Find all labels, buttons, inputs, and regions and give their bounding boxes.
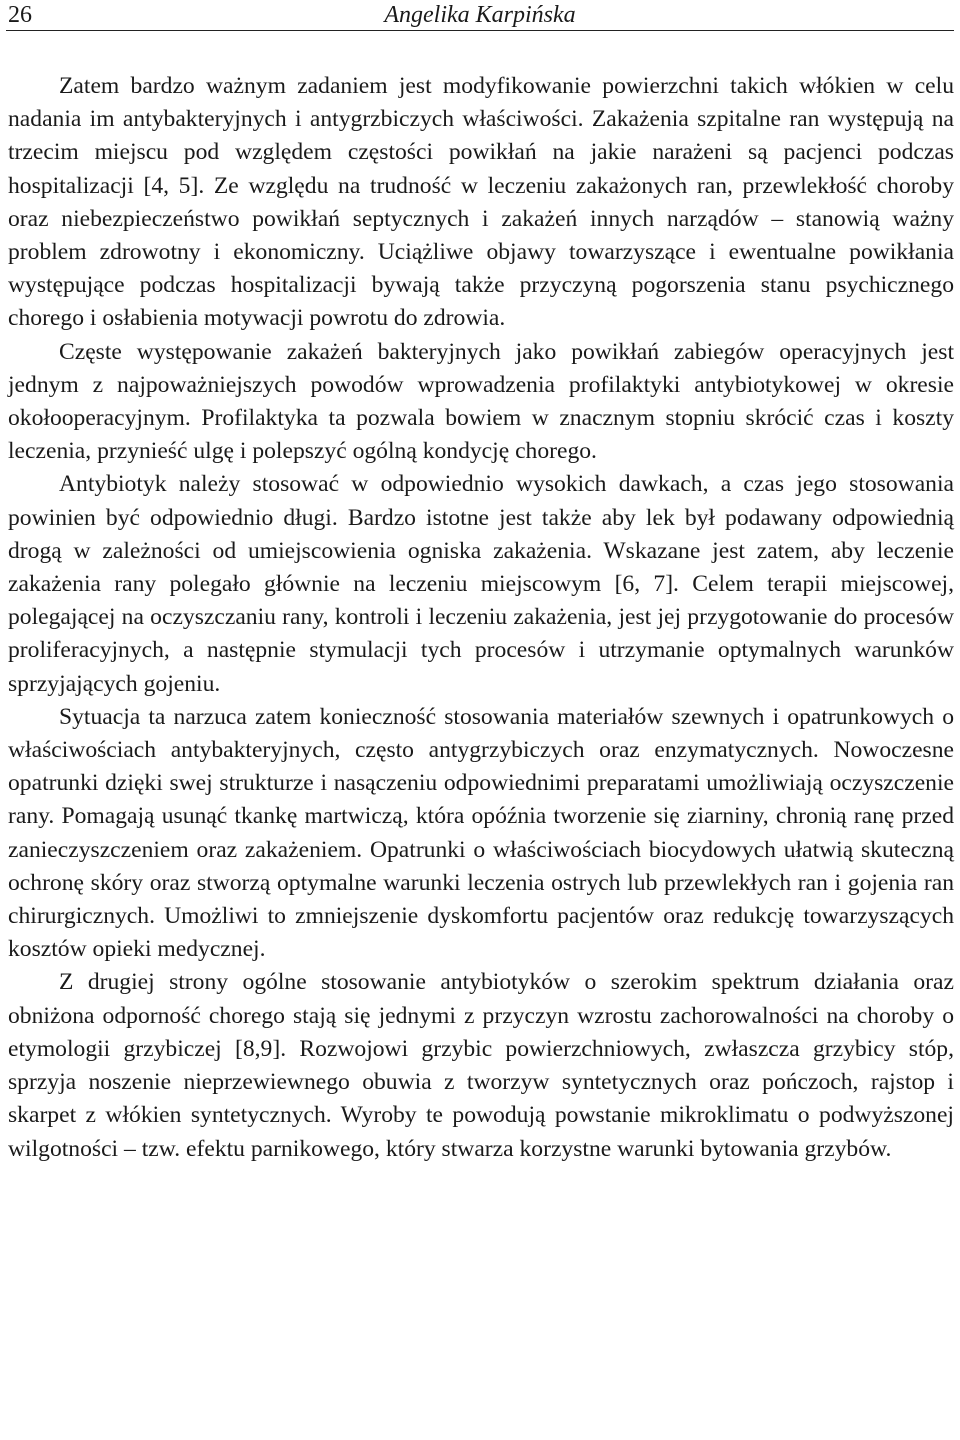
paragraph-2: Częste występowanie zakażeń bakteryjnych jako powikłań zabiegów operacyjnych jest jednym z najpoważniejszych powodów wprowadzenia profilaktyki antybiotykowej w okresie okołooperacyjnym. Profilaktyka ta pozwala bowiem w znacznym stopniu skrócić czas i koszty leczenia, przynieść ulgę i polepszyć ogólną kondycję chorego.	[8, 338, 954, 465]
body-text	[8, 70, 954, 1166]
paragraph-5: Z drugiej strony ogólne stosowanie antybiotyków o szerokim spektrum działania oraz obniżona odporność chorego stają się jednymi z przyczyn wzrostu zachorowalności na choroby o etymologii grzybiczej [8,9]. Rozwojowi grzybic powierzchniowych, zwłaszcza grzybicy stóp, sprzyja noszenie nieprzewiewnego obuwia z tworzyw syntetycznych oraz pończoch, rajstop i skarpet z włókien syntetycznych. Wyroby te powodują powstanie mikroklimatu o podwyższonej wilgotności – tzw. efektu parnikowego, który stwarza korzystne warunki bytowania grzybów.	[8, 969, 954, 1162]
paragraph-3: Antybiotyk należy stosować w odpowiednio wysokich dawkach, a czas jego stosowania powinien być odpowiednio długi. Bardzo istotne jest także aby lek był podawany odpowiednią drogą w zależności od umiejscowienia ogniska zakażenia. Wskazane jest zatem, aby leczenie zakażenia rany polegało głównie na leczeniu miejscowym [6, 7]. Celem terapii miejscowej, polegającej na oczyszczaniu rany, kontroli i leczeniu zakażenia, jest jej przygotowanie do procesów proliferacyjnych, a następnie stymulacji tych procesów i utrzymanie optymalnych warunków sprzyjających gojeniu.	[8, 471, 954, 697]
page-header	[6, 0, 954, 31]
page-number: 26	[8, 2, 32, 28]
paragraph-4: Sytuacja ta narzuca zatem konieczność stosowania materiałów szewnych i opatrunkowych o właściwościach antybakteryjnych, często antygrzybiczych oraz enzymatycznych. Nowoczesne opatrunki dzięki swej strukturze i nasączeniu odpowiednimi preparatami umożliwiają oczyszczenie rany. Pomagają usunąć tkankę martwiczą, która opóźnia tworzenie się ziarniny, chronią ranę przed zanieczyszczeniem oraz zakażeniem. Opatrunki o właściwościach biocydowych ułatwią skuteczną ochronę skóry oraz stworzą optymalne warunki leczenia ostrych lub przewlekłych ran i gojenia ran chirurgicznych. Umożliwi to zmniejszenie dyskomfortu pacjentów oraz redukcję towarzyszących kosztów opieki medycznej.	[8, 703, 954, 963]
running-head: Angelika Karpińska	[384, 2, 576, 28]
paragraph-1: Zatem bardzo ważnym zadaniem jest modyfikowanie powierzchni takich włókien w celu nadania im antybakteryjnych i antygrzbiczych właściwości. Zakażenia szpitalne ran występują na trzecim miejscu pod względem częstości powikłań na jakie narażeni są pacjenci podczas hospitalizacji [4, 5]. Ze względu na trudność w leczeniu zakażonych ran, przewlekłość choroby oraz niebezpieczeństwo powikłań septycznych i zakażeń innych narządów – stanowią ważny problem zdrowotny i ekonomiczny. Uciążliwe objawy towarzyszące i ewentualne powikłania występujące podczas hospitalizacji bywają także przyczyną pogorszenia stanu psychicznego chorego i osłabienia motywacji powrotu do zdrowia.	[8, 73, 954, 332]
